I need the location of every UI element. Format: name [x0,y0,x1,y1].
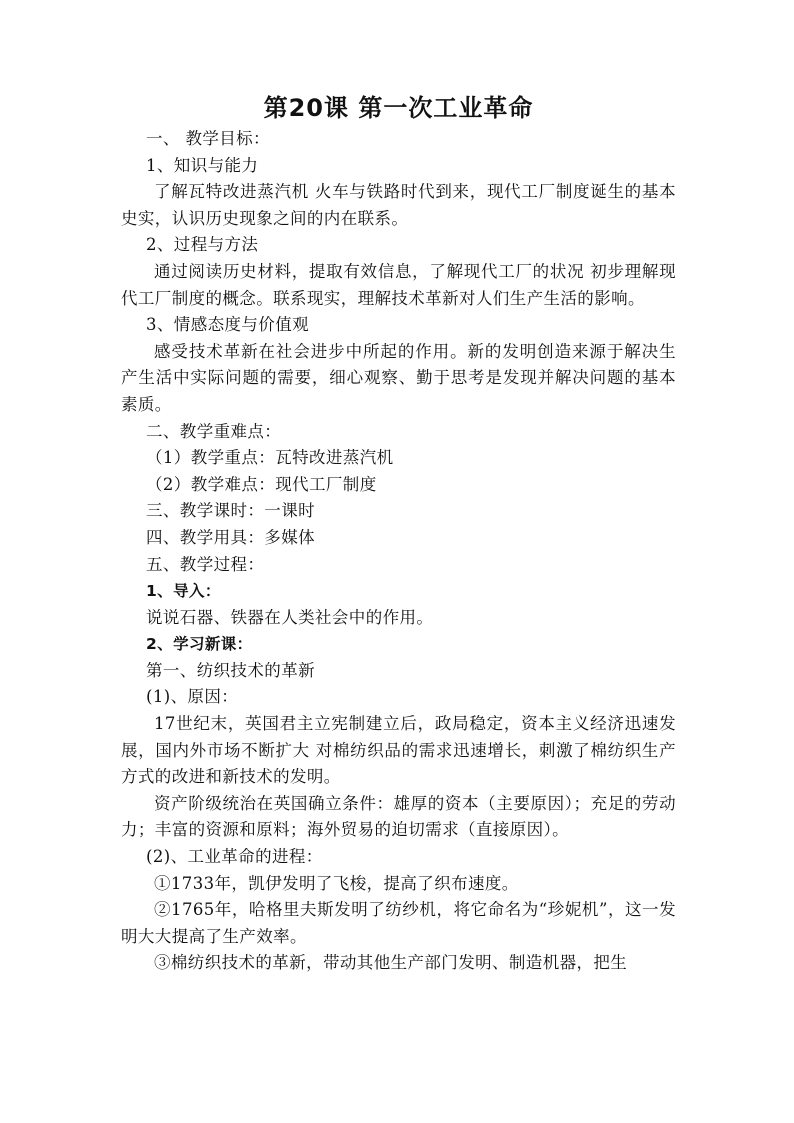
paragraph-attitude: 感受技术革新在社会进步中所起的作用。新的发明创造来源于解决生产生活中实际问题的需要，细心观察、勤于思考是发现并解决问题的基本素质。 [121,341,676,414]
paragraph-causes: 17世纪末，英国君主立宪制建立后，政局稳定，资本主义经济迅速发展，国内外市场不断扩大 对棉纺织品的需求迅速增长，刺激了棉纺织生产方式的改进和新技术的发明。 [121,714,676,787]
step-new-lesson: 2、学习新课： [146,635,253,654]
progress-item-1: ①1733年，凯伊发明了飞梭，提高了织布速度。 [154,873,519,893]
subheading-knowledge: 1、知识与能力 [146,155,259,175]
subheading-process: 2、过程与方法 [146,235,259,255]
paragraph-intro: 说说石器、铁器在人类社会中的作用。 [146,607,434,627]
section-heading-tools: 四、教学用具：多媒体 [146,527,315,547]
subheading-attitude: 3、情感态度与价值观 [146,315,309,335]
section-heading-objectives: 一、 教学目标： [146,129,270,148]
paragraph-knowledge: 了解瓦特改进蒸汽机 火车与铁路时代到来，现代工厂制度诞生的基本史实，认识历史现象之间的内在联系。 [121,182,676,228]
section-heading-hours: 三、教学课时：一课时 [146,501,315,521]
subtopic-progress: (2)、工业革命的进程： [146,847,323,867]
progress-item-3: ③棉纺织技术的革新，带动其他生产部门发明、制造机器，把生 [154,953,628,973]
key-point-2: （2）教学难点：现代工厂制度 [146,474,377,494]
subtopic-causes: (1)、原因： [146,687,239,707]
paragraph-process: 通过阅读历史材料，提取有效信息，了解现代工厂的状况 初步理解现代工厂制度的概念。联系现实，理解技术革新对人们生产生活的影响。 [121,261,676,308]
section-heading-process: 五、教学过程： [146,554,265,574]
key-point-1: （1）教学重点：瓦特改进蒸汽机 [146,448,394,468]
lesson-title: 第20课 第一次工业革命 [263,94,534,122]
paragraph-conditions: 资产阶级统治在英国确立条件：雄厚的资本（主要原因）；充足的劳动力；丰富的资源和原料；海外贸易的迫切需求（直接原因）。 [121,793,676,840]
section-heading-key-points: 二、教学重难点： [146,421,282,441]
progress-item-2: ②1765年，哈格里夫斯发明了纺纱机，将它命名为“珍妮机”，这一发明大大提高了生产效率。 [121,900,676,946]
step-intro: 1、导入： [146,582,221,601]
topic-textile: 第一、纺织技术的革新 [146,660,315,680]
